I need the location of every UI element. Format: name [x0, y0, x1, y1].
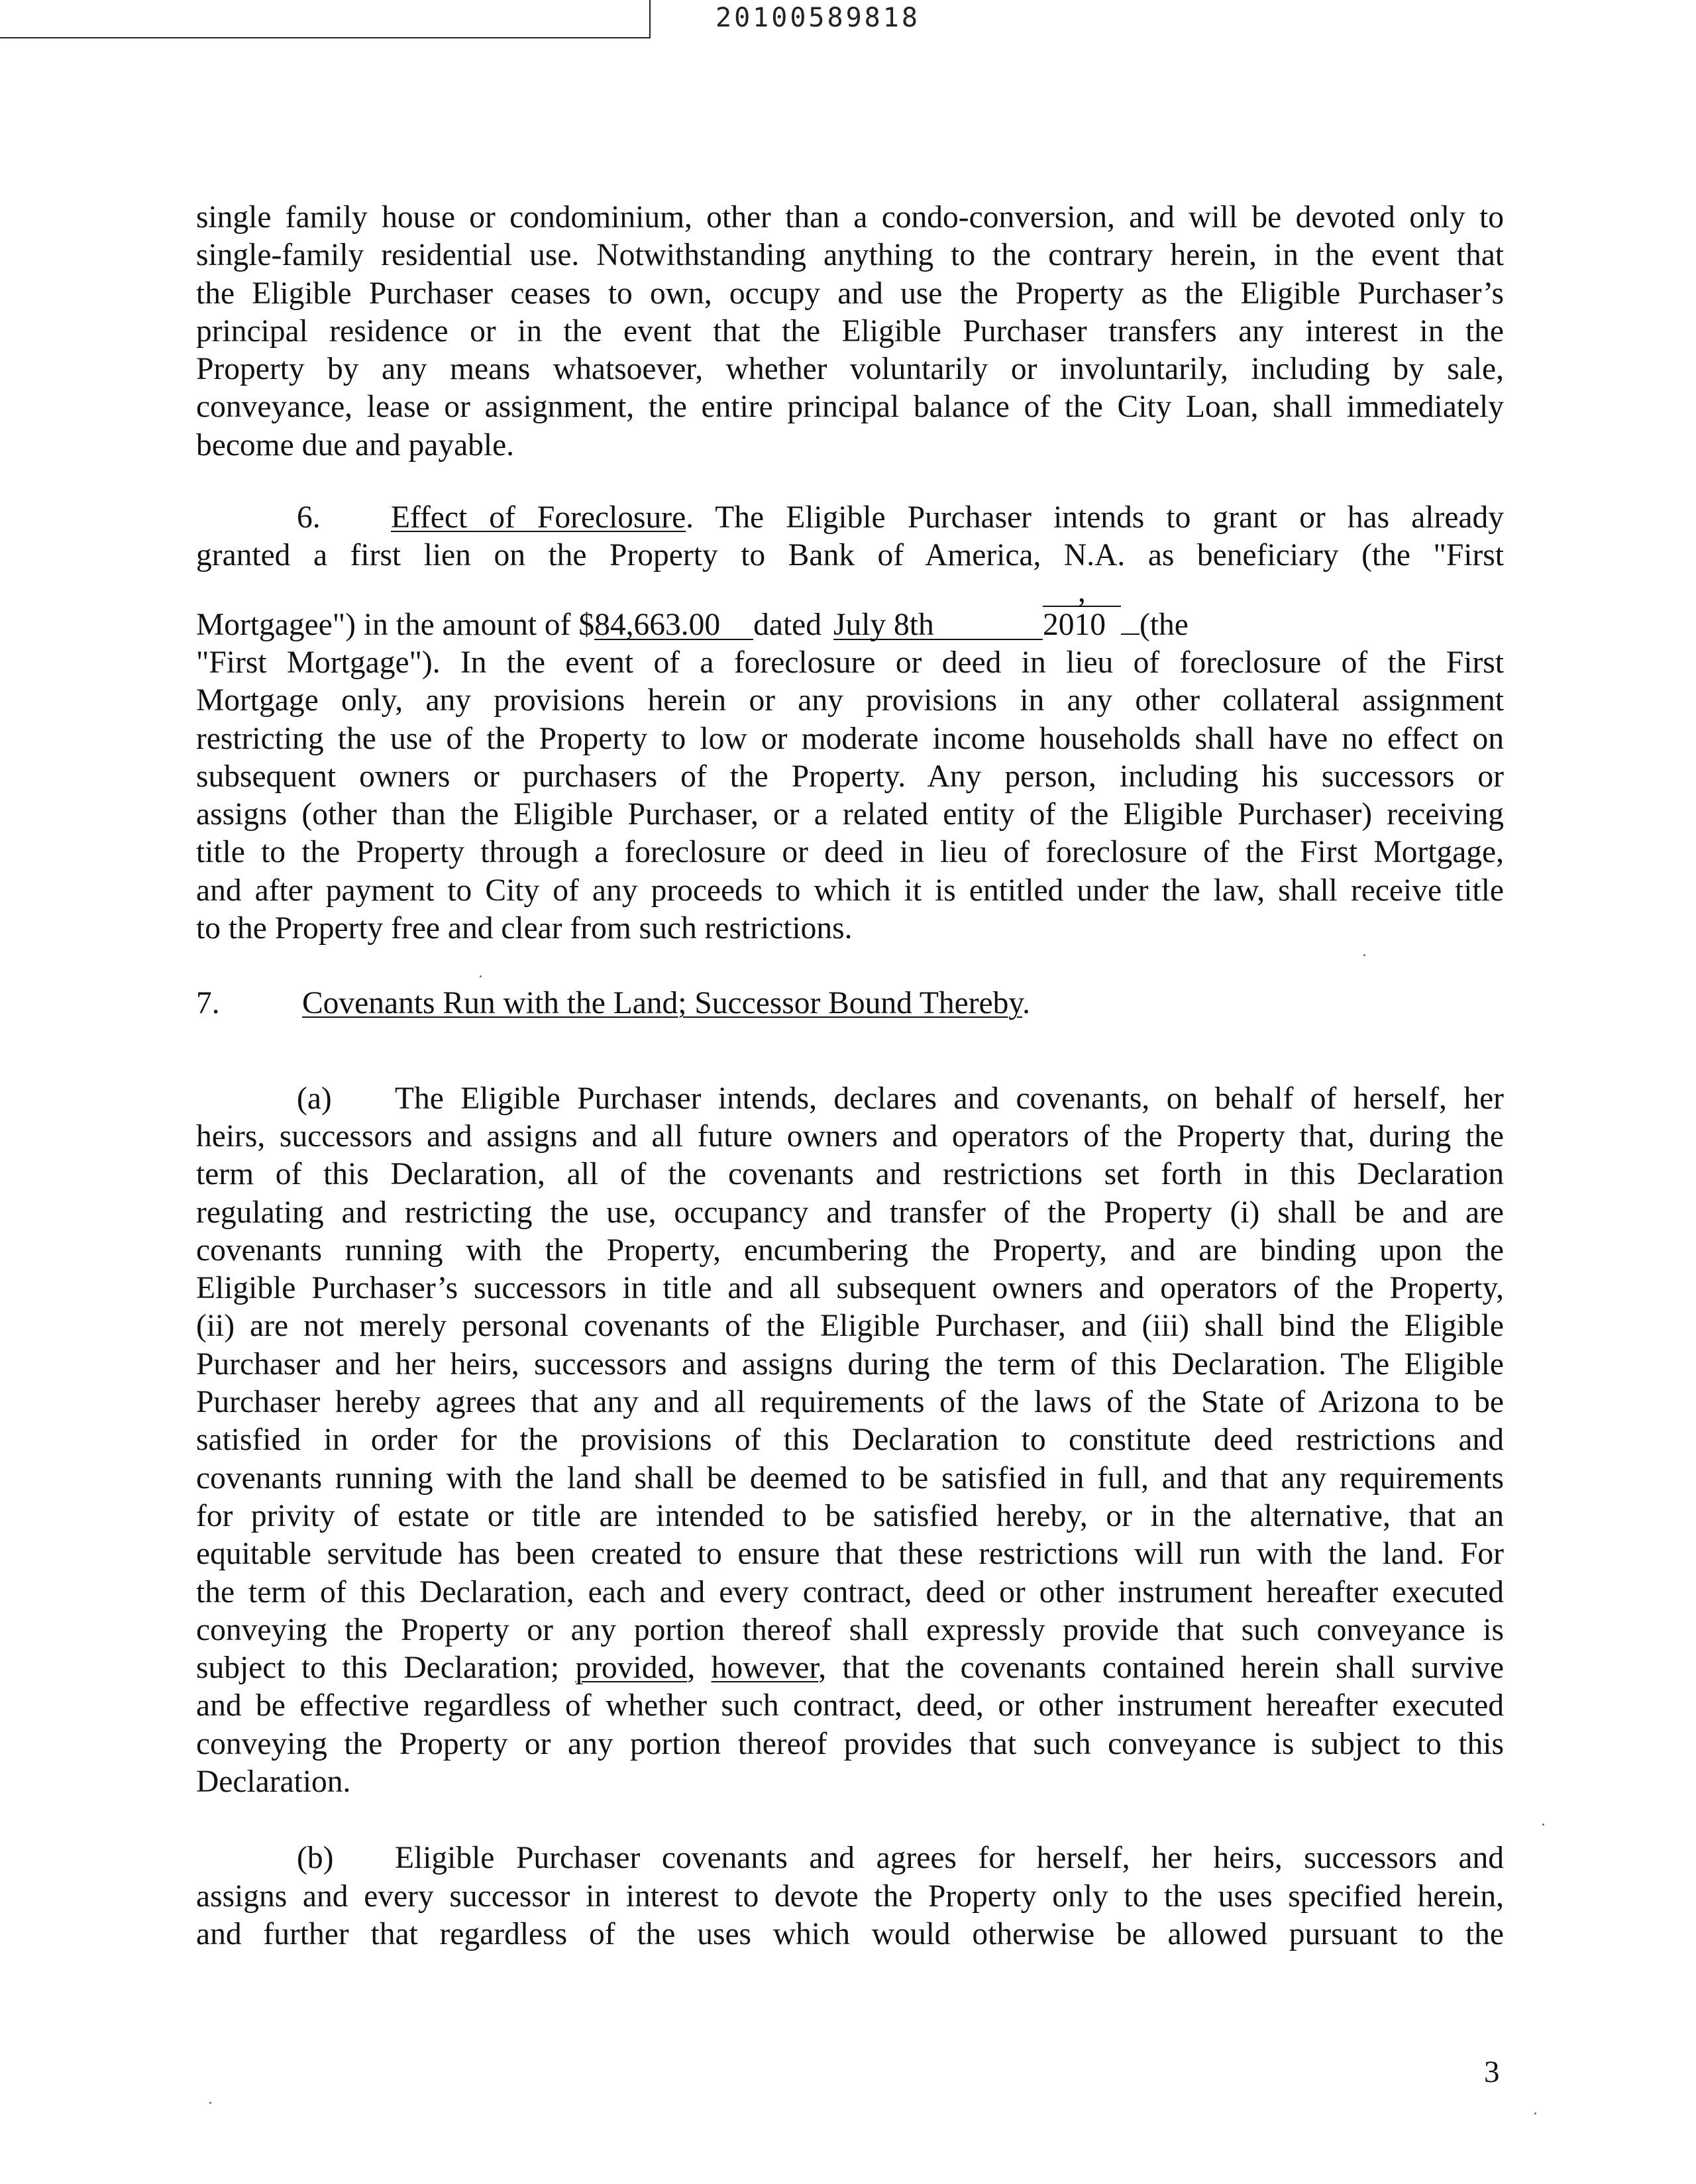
text-fragment: Eligible Purchaser covenants and agrees for herself, her heirs, successors and: [395, 1841, 1504, 1876]
text-line: to the Property free and clear from such restrictions.: [196, 911, 853, 946]
text-line: principal residence or in the event that the Eligible Purchaser transfers any interest in the: [196, 313, 1504, 349]
text-fragment: ,: [687, 1651, 712, 1686]
text-line: the term of this Declaration, each and every contract, deed or other instrument hereafter executed: [196, 1574, 1504, 1610]
text-line: (ii) are not merely personal covenants of the Eligible Purchaser, and (iii) shall bind the Eligible: [196, 1309, 1504, 1344]
section-6: [196, 499, 1504, 948]
text-fragment: , that the covenants contained herein shall survive: [818, 1651, 1504, 1686]
text-fragment: Mortgagee") in the amount of $: [196, 607, 595, 642]
text-line: and be effective regardless of whether such contract, deed, or other instrument hereafter executed: [196, 1688, 1504, 1723]
text-line: granted a first lien on the Property to Bank of America, N.A. as beneficiary (the "First: [196, 538, 1504, 573]
section-7-title: Covenants Run with the Land; Successor Bound Thereby: [302, 986, 1023, 1021]
continuation-paragraph: [196, 199, 1504, 464]
section-6-fill-line: [196, 575, 1504, 644]
section-6-title: Effect of Foreclosure: [391, 500, 686, 535]
text-line: and after payment to City of any proceeds to which it is entitled under the law, shall receive title: [196, 873, 1504, 908]
text-fragment: .: [1022, 986, 1030, 1021]
text-line: "First Mortgage"). In the event of a foreclosure or deed in lieu of foreclosure of the First: [196, 645, 1504, 680]
text-line: for privity of estate or title are intended to be satisfied hereby, or in the alternative, that an: [196, 1498, 1504, 1533]
text-line: single family house or condominium, other than a condo-conversion, and will be devoted only to: [196, 200, 1504, 235]
section-6-first-line: [196, 499, 1504, 537]
recording-number: 20100589818: [716, 3, 920, 33]
text-line: subsequent owners or purchasers of the Property. Any person, including his successors or: [196, 759, 1504, 794]
section-7a-label: (a): [297, 1081, 332, 1116]
scan-speck: [1363, 954, 1365, 956]
text-line: heirs, successors and assigns and all future owners and operators of the Property that, during the: [196, 1119, 1504, 1154]
section-7-number: 7.: [196, 986, 220, 1021]
text-fragment: The Eligible Purchaser intends, declares and covenants, on behalf of herself, her: [395, 1081, 1504, 1116]
scan-speck: [480, 975, 482, 977]
text-line: Declaration.: [196, 1764, 351, 1799]
text-fragment: dated: [753, 607, 822, 642]
scan-speck: [1542, 1824, 1544, 1826]
section-7b-label: (b): [297, 1841, 334, 1876]
text-line: title to the Property through a foreclosure or deed in lieu of foreclosure of the First Mortgage,: [196, 835, 1504, 870]
text-line: satisfied in order for the provisions of this Declaration to constitute deed restrictions and: [196, 1423, 1504, 1458]
proviso-line: [196, 1649, 1504, 1687]
text-line: restricting the use of the Property to low or moderate income households shall have no effect on: [196, 721, 1504, 756]
text-line: Property by any means whatsoever, whether voluntarily or involuntarily, including by sale,: [196, 352, 1504, 387]
text-line: assigns and every successor in interest to devote the Property only to the uses specified herein,: [196, 1879, 1504, 1914]
text-fragment: (the: [1139, 607, 1189, 642]
section-7b: [196, 1839, 1504, 1953]
text-line: conveying the Property or any portion thereof provides that such conveyance is subject to this: [196, 1726, 1504, 1761]
page-number: 3: [1484, 2055, 1500, 2089]
text-line: single-family residential use. Notwithstanding anything to the contrary herein, in the event that: [196, 238, 1504, 273]
section-7a-first-line: [196, 1080, 1504, 1118]
section-7-heading: [196, 985, 1504, 1022]
text-line: Mortgage only, any provisions herein or any provisions in any other collateral assignment: [196, 683, 1504, 718]
text-line: become due and payable.: [196, 427, 515, 463]
text-line: Eligible Purchaser’s successors in title and all subsequent owners and operators of the Property,: [196, 1271, 1504, 1306]
text-line: Purchaser hereby agrees that any and all requirements of the laws of the State of Arizona to be: [196, 1385, 1504, 1420]
text-line: the Eligible Purchaser ceases to own, occupy and use the Property as the Eligible Purchaser’s: [196, 276, 1504, 311]
scan-speck: [209, 2102, 211, 2104]
section-6-number: 6.: [297, 500, 321, 535]
text-line: equitable servitude has been created to ensure that these restrictions will run with the land. For: [196, 1537, 1504, 1572]
text-line: term of this Declaration, all of the covenants and restrictions set forth in this Declaration: [196, 1157, 1504, 1192]
scan-speck: [1534, 2112, 1536, 2114]
amount-field: 84,663.00: [594, 608, 753, 640]
header-tab-border: [0, 0, 651, 38]
text-fragment: subject to this Declaration;: [196, 1651, 576, 1686]
text-line: covenants running with the land shall be deemed to be satisfied in full, and that any requirements: [196, 1460, 1504, 1496]
section-7a: [196, 1080, 1504, 1802]
text-line: and further that regardless of the uses which would otherwise be allowed pursuant to the: [196, 1916, 1504, 1951]
document-body: [196, 199, 1504, 1953]
text-line: assigns (other than the Eligible Purchaser, or a related entity of the Eligible Purchaser) receiving: [196, 797, 1504, 832]
year-field: , 2010: [1043, 575, 1121, 607]
text-line: conveyance, lease or assignment, the entire principal balance of the City Loan, shall immediately: [196, 390, 1504, 425]
proviso-word-provided: provided: [575, 1651, 688, 1686]
text-line: regulating and restricting the use, occupancy and transfer of the Property (i) shall be and are: [196, 1195, 1504, 1230]
section-6-line1-rest: . The Eligible Purchaser intends to grant or has already: [686, 500, 1504, 535]
section-7b-first-line: [196, 1839, 1504, 1877]
blank-field: [1121, 603, 1140, 635]
text-line: Purchaser and her heirs, successors and assigns during the term of this Declaration. The Eligible: [196, 1346, 1504, 1382]
proviso-word-however: however: [711, 1651, 819, 1686]
text-line: conveying the Property or any portion thereof shall expressly provide that such conveyance is: [196, 1612, 1504, 1647]
text-line: covenants running with the Property, encumbering the Property, and are binding upon the: [196, 1232, 1504, 1268]
date-field: July 8th: [833, 608, 1043, 640]
